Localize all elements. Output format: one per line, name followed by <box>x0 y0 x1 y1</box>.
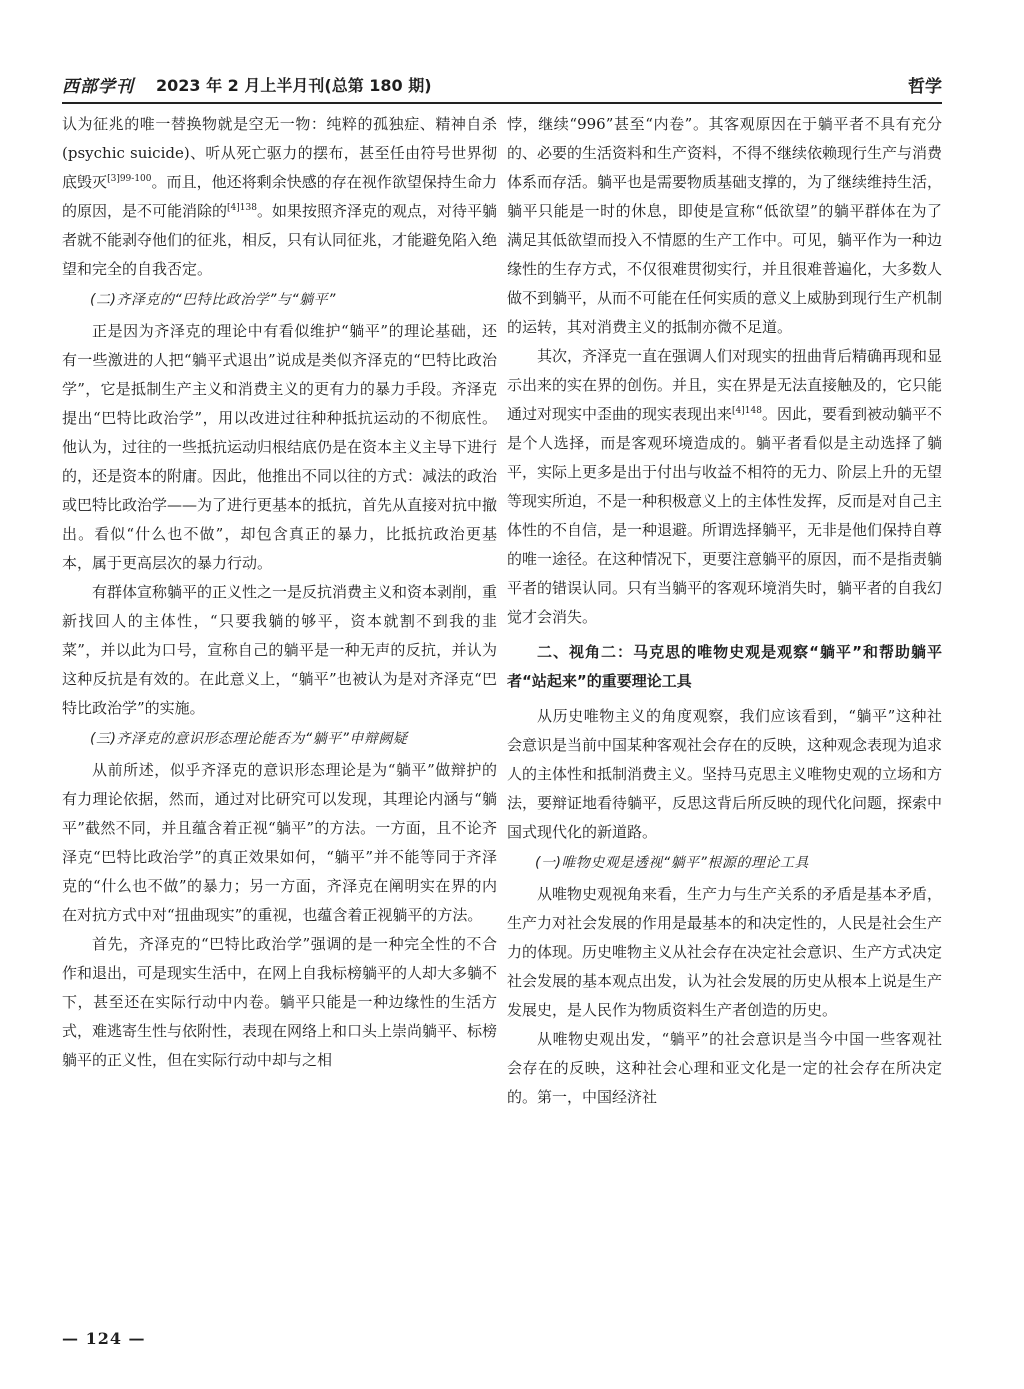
text-run: 从唯物史观视角来看，生产力与生产关系的矛盾是基本矛盾，生产力对社会发展的作用是最基本的和决定性的，人民是社会生产力的体现。历史唯物主义从社会存在决定社会意识、生产方式决定社会发展的基本观点出发，认为社会发展的历史从根本上说是生产发展史，是人民作为物质资料生产者创造的历史。 <box>507 885 942 1019</box>
text-run: 悖，继续“996”甚至“内卷”。其客观原因在于躺平者不具有充分的、必要的生活资料和生产资料，不得不继续依赖现行生产与消费体系而存活。躺平也是需要物质基础支撑的，为了继续维持生活，躺平只能是一时的休息，即使是宣称“低欲望”的躺平群体在为了满足其低欲望而投入不情愿的生产工作中。可见，躺平作为一种边缘性的生存方式，不仅很难贯彻实行，并且很难普遍化，大多数人做不到躺平，从而不可能在任何实质的意义上威胁到现行生产机制的运转，其对消费主义的抵制亦微不足道。 <box>507 115 942 336</box>
page-number: — 124 — <box>62 1329 146 1348</box>
paragraph-continued <box>507 110 942 342</box>
subheading <box>507 849 942 877</box>
text-run: 从唯物史观出发，“躺平”的社会意识是当今中国一些客观社会存在的反映，这种社会心理和亚文化是一定的社会存在所决定的。第一，中国经济社 <box>507 1030 942 1106</box>
citation-ref: [4]138 <box>227 203 257 213</box>
text-run: 。如果按照齐泽克的观点，对待平躺者就不能剥夺他们的征兆，相反，只有认同征兆，才能避免陷入绝望和完全的自我否定。 <box>62 202 497 278</box>
text-run: 首先，齐泽克的“巴特比政治学”强调的是一种完全性的不合作和退出，可是现实生活中，在网上自我标榜躺平的人却大多躺不下，甚至还在实际行动中内卷。躺平只能是一种边缘性的生活方式，难逃寄生性与依附性，表现在网络上和口头上崇尚躺平、标榜躺平的正义性，但在实际行动中却与之相 <box>62 935 497 1069</box>
text-run: 其次，齐泽克一直在强调人们对现实的扭曲背后精确再现和显示出来的实在界的创伤。并且，实在界是无法直接触及的，它只能通过对现实中歪曲的现实表现出来 <box>507 347 942 423</box>
text-run: 正是因为齐泽克的理论中有看似维护“躺平”的理论基础，还有一些激进的人把“躺平式退出”说成是类似齐泽克的“巴特比政治学”，它是抵制生产主义和消费主义的更有力的暴力手段。齐泽克提出“巴特比政治学”，用以改进过往种种抵抗运动的不彻底性。他认为，过往的一些抵抗运动归根结底仍是在资本主义主导下进行的，还是资本的附庸。因此，他推出不同以往的方式：减法的政治或巴特比政治学——为了进行更基本的抵抗，首先从直接对抗中撤出。看似“什么也不做”，却包含真正的暴力，比抵抗政治更基本，属于更高层次的暴力行动。 <box>62 322 497 572</box>
text-run: 。而且，他还将剩余快感的存在视作欲望保持生命力的原因，是不可能消除的 <box>62 173 497 220</box>
text-run: 。因此，要看到被动躺平不是个人选择，而是客观环境造成的。躺平者看似是主动选择了躺平，实际上更多是出于付出与收益不相符的无力、阶层上升的无望等现实所迫，不是一种积极意义上的主体性发挥，反而是对自己主体性的不自信，是一种退避。所谓选择躺平，无非是他们保持自尊的唯一途径。在这种情况下，更要注意躺平的原因，而不是指责躺平者的错误认同。只有当躺平的客观环境消失时，躺平者的自我幻觉才会消失。 <box>507 405 942 626</box>
paragraph <box>507 342 942 632</box>
text-run: (二)齐泽克的“巴特比政治学”与“躺平” <box>90 292 336 308</box>
page-header <box>62 72 942 102</box>
paragraph <box>507 1025 942 1112</box>
left-column <box>62 110 497 1315</box>
paragraph <box>507 880 942 1025</box>
paragraph <box>62 578 497 723</box>
subheading <box>62 725 497 753</box>
text-run: (一)唯物史观是透视“躺平”根源的理论工具 <box>535 855 809 871</box>
text-run: 二、视角二：马克思的唯物史观是观察“躺平”和帮助躺平者“站起来”的重要理论工具 <box>507 643 942 690</box>
right-column <box>507 110 942 1315</box>
section-heading <box>507 638 942 696</box>
citation-ref: [4]148 <box>732 406 762 416</box>
text-run: 从历史唯物主义的角度观察，我们应该看到，“躺平”这种社会意识是当前中国某种客观社会存在的反映，这种观念表现为追求人的主体性和抵制消费主义。坚持马克思主义唯物史观的立场和方法，要辩证地看待躺平，反思这背后所反映的现代化问题，探索中国式现代化的新道路。 <box>507 707 942 841</box>
paragraph <box>62 756 497 930</box>
subheading <box>62 286 497 314</box>
section-label: 哲学 <box>908 77 942 97</box>
text-run: 有群体宣称躺平的正义性之一是反抗消费主义和资本剥削，重新找回人的主体性，“只要我躺的够平，资本就割不到我的韭菜”，并以此为口号，宣称自己的躺平是一种无声的反抗，并认为这种反抗是有效的。在此意义上，“躺平”也被认为是对齐泽克“巴特比政治学”的实施。 <box>62 583 497 717</box>
paragraph-continued <box>62 110 497 284</box>
text-run: 认为征兆的唯一替换物就是空无一物：纯粹的孤独症、精神自杀(psychic suicide)、听从死亡驱力的摆布，甚至任由符号世界彻底毁灭 <box>62 115 497 191</box>
text-run: 从前所述，似乎齐泽克的意识形态理论是为“躺平”做辩护的有力理论依据，然而，通过对比研究可以发现，其理论内涵与“躺平”截然不同，并且蕴含着正视“躺平”的方法。一方面，且不论齐泽克“巴特比政治学”的真正效果如何，“躺平”并不能等同于齐泽克的“什么也不做”的暴力；另一方面，齐泽克在阐明实在界的内在对抗方式中对“扭曲现实”的重视，也蕴含着正视躺平的方法。 <box>62 761 497 924</box>
paragraph <box>62 317 497 578</box>
paragraph <box>62 930 497 1075</box>
header-rule <box>62 102 942 104</box>
text-run: (三)齐泽克的意识形态理论能否为“躺平”申辩阙疑 <box>90 731 408 747</box>
paragraph <box>507 702 942 847</box>
issue-info: 2023 年 2 月上半月刊(总第 180 期) <box>156 76 432 95</box>
citation-ref: [3]99-100 <box>107 174 152 184</box>
journal-logo: 西部学刊 <box>62 77 134 97</box>
